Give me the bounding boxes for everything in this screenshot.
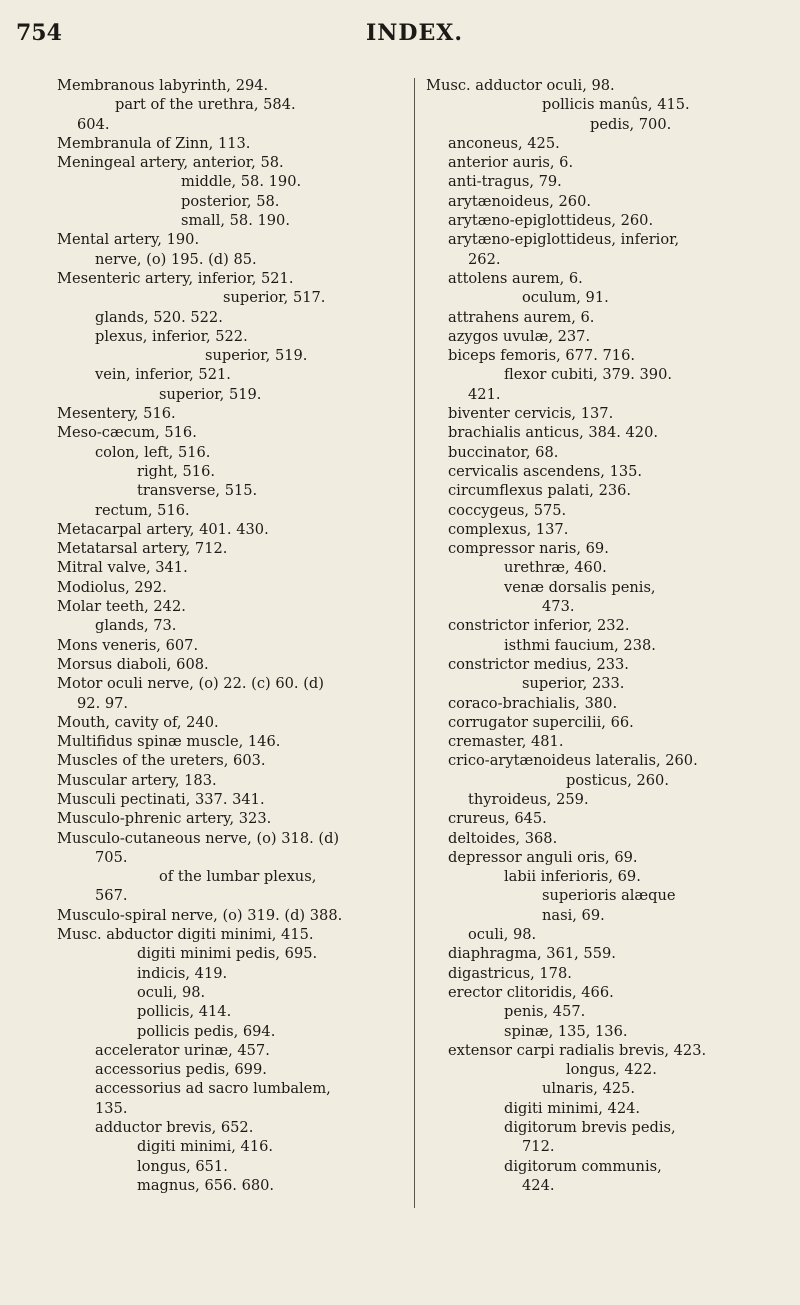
index-entry: erector clitoridis, 466. bbox=[448, 983, 614, 1001]
index-entry: Musculo-phrenic artery, 323. bbox=[57, 810, 272, 828]
index-entry: superioris alæque bbox=[542, 887, 676, 905]
index-entry: anconeus, 425. bbox=[448, 134, 560, 152]
index-entry: Mouth, cavity of, 240. bbox=[57, 713, 219, 731]
index-entry: accelerator urinæ, 457. bbox=[95, 1041, 270, 1059]
index-entry: 473. bbox=[542, 598, 575, 616]
index-entry: Morsus diaboli, 608. bbox=[57, 655, 209, 673]
index-entry: Mental artery, 190. bbox=[57, 231, 200, 249]
index-entry: complexus, 137. bbox=[448, 520, 569, 538]
index-entry: penis, 457. bbox=[504, 1003, 586, 1021]
index-entry: digiti minimi pedis, 695. bbox=[137, 945, 318, 963]
index-entry: Metacarpal artery, 401. 430. bbox=[57, 520, 269, 538]
index-entry: part of the urethra, 584. bbox=[115, 96, 296, 114]
index-entry: isthmi faucium, 238. bbox=[504, 636, 656, 654]
index-entry: 424. bbox=[522, 1176, 555, 1194]
index-entry: crico-arytænoideus lateralis, 260. bbox=[448, 752, 698, 770]
index-entry: glands, 520. 522. bbox=[95, 308, 223, 326]
index-entry: thyroideus, 259. bbox=[468, 790, 589, 808]
index-entry: vein, inferior, 521. bbox=[95, 366, 231, 384]
index-entry: oculum, 91. bbox=[522, 289, 609, 307]
index-entry: Musculo-spiral nerve, (o) 319. (d) 388. bbox=[57, 906, 343, 924]
index-entry: superior, 517. bbox=[223, 289, 326, 307]
page-header bbox=[0, 20, 800, 56]
index-entry: plexus, inferior, 522. bbox=[95, 327, 248, 345]
index-entry: depressor anguli oris, 69. bbox=[448, 848, 638, 866]
index-entry: superior, 519. bbox=[159, 385, 262, 403]
left-column bbox=[57, 76, 407, 1195]
index-entry: buccinator, 68. bbox=[448, 443, 559, 461]
index-entry: coraco-brachialis, 380. bbox=[448, 694, 618, 712]
index-entry: venæ dorsalis penis, bbox=[504, 578, 656, 596]
index-entry: Modiolus, 292. bbox=[57, 578, 167, 596]
index-entry: Metatarsal artery, 712. bbox=[57, 540, 228, 558]
index-entry: posterior, 58. bbox=[181, 192, 280, 210]
index-entry: coccygeus, 575. bbox=[448, 501, 567, 519]
index-entry: flexor cubiti, 379. 390. bbox=[504, 366, 673, 384]
index-entry: Membranula of Zinn, 113. bbox=[57, 134, 251, 152]
index-entry: digitorum brevis pedis, bbox=[504, 1119, 676, 1137]
index-entry: Musculo-cutaneous nerve, (o) 318. (d) bbox=[57, 829, 340, 847]
right-column bbox=[426, 76, 781, 1195]
index-entry: indicis, 419. bbox=[137, 964, 228, 982]
index-entry: Molar teeth, 242. bbox=[57, 598, 186, 616]
index-entry: pollicis pedis, 694. bbox=[137, 1022, 276, 1040]
index-entry: 604. bbox=[77, 115, 110, 133]
index-entry: magnus, 656. 680. bbox=[137, 1176, 275, 1194]
index-entry: attrahens aurem, 6. bbox=[448, 308, 595, 326]
index-entry: rectum, 516. bbox=[95, 501, 190, 519]
index-entry: arytænoideus, 260. bbox=[448, 192, 591, 210]
index-entry: transverse, 515. bbox=[137, 482, 258, 500]
index-entry: colon, left, 516. bbox=[95, 443, 211, 461]
index-entry: anti-tragus, 79. bbox=[448, 173, 562, 191]
index-entry: Mons veneris, 607. bbox=[57, 636, 199, 654]
index-entry: cervicalis ascendens, 135. bbox=[448, 462, 643, 480]
index-entry: longus, 651. bbox=[137, 1157, 228, 1175]
index-entry: corrugator supercilii, 66. bbox=[448, 713, 634, 731]
index-entry: Muscles of the ureters, 603. bbox=[57, 752, 266, 770]
index-entry: pedis, 700. bbox=[590, 115, 672, 133]
index-entry: superior, 233. bbox=[522, 675, 625, 693]
index-entry: pollicis manûs, 415. bbox=[542, 96, 690, 114]
index-entry: digitorum communis, bbox=[504, 1157, 662, 1175]
index-entry: accessorius pedis, 699. bbox=[95, 1061, 267, 1079]
index-entry: Meningeal artery, anterior, 58. bbox=[57, 154, 284, 172]
index-entry: superior, 519. bbox=[205, 347, 308, 365]
index-entry: ulnaris, 425. bbox=[542, 1080, 636, 1098]
index-entry: accessorius ad sacro lumbalem, bbox=[95, 1080, 331, 1098]
page-number: 754 bbox=[16, 20, 62, 46]
index-entry: anterior auris, 6. bbox=[448, 154, 574, 172]
index-entry: biceps femoris, 677. 716. bbox=[448, 347, 635, 365]
index-entry: cremaster, 481. bbox=[448, 733, 564, 751]
index-entry: Motor oculi nerve, (o) 22. (c) 60. (d) bbox=[57, 675, 324, 693]
index-entry: digastricus, 178. bbox=[448, 964, 572, 982]
index-entry: Muscular artery, 183. bbox=[57, 771, 217, 789]
index-entry: deltoides, 368. bbox=[448, 829, 558, 847]
index-entry: 135. bbox=[95, 1099, 128, 1117]
index-entry: Mesentery, 516. bbox=[57, 405, 176, 423]
index-entry: diaphragma, 361, 559. bbox=[448, 945, 616, 963]
index-entry: arytæno-epiglottideus, inferior, bbox=[448, 231, 680, 249]
running-title: INDEX. bbox=[366, 20, 463, 46]
index-entry: digiti minimi, 416. bbox=[137, 1138, 274, 1156]
index-entry: Musc. abductor digiti minimi, 415. bbox=[57, 926, 314, 944]
index-entry: nasi, 69. bbox=[542, 906, 605, 924]
index-entry: compressor naris, 69. bbox=[448, 540, 609, 558]
index-entry: glands, 73. bbox=[95, 617, 177, 635]
index-entry: Musculi pectinati, 337. 341. bbox=[57, 790, 265, 808]
index-entry: spinæ, 135, 136. bbox=[504, 1022, 628, 1040]
index-entry: middle, 58. 190. bbox=[181, 173, 302, 191]
index-entry: extensor carpi radialis brevis, 423. bbox=[448, 1041, 707, 1059]
index-entry: 421. bbox=[468, 385, 501, 403]
index-entry: digiti minimi, 424. bbox=[504, 1099, 641, 1117]
index-entry: brachialis anticus, 384. 420. bbox=[448, 424, 659, 442]
index-entry: Membranous labyrinth, 294. bbox=[57, 77, 269, 94]
index-entry: urethræ, 460. bbox=[504, 559, 607, 577]
index-entry: constrictor inferior, 232. bbox=[448, 617, 630, 635]
index-entry: arytæno-epiglottideus, 260. bbox=[448, 212, 654, 230]
index-entry: nerve, (o) 195. (d) 85. bbox=[95, 250, 257, 268]
index-entry: posticus, 260. bbox=[566, 771, 669, 789]
index-entry: 567. bbox=[95, 887, 128, 905]
index-entry: azygos uvulæ, 237. bbox=[448, 327, 591, 345]
index-entry: crureus, 645. bbox=[448, 810, 547, 828]
index-entry: 705. bbox=[95, 848, 128, 866]
index-entry: 262. bbox=[468, 250, 501, 268]
index-entry: pollicis, 414. bbox=[137, 1003, 232, 1021]
index-entry: oculi, 98. bbox=[468, 926, 537, 944]
index-entry: 712. bbox=[522, 1138, 555, 1156]
index-entry: Mesenteric artery, inferior, 521. bbox=[57, 269, 294, 287]
index-entry: oculi, 98. bbox=[137, 983, 206, 1001]
index-entry: labii inferioris, 69. bbox=[504, 868, 641, 886]
index-entry: biventer cervicis, 137. bbox=[448, 405, 614, 423]
index-entry: longus, 422. bbox=[566, 1061, 657, 1079]
index-entry: constrictor medius, 233. bbox=[448, 655, 629, 673]
index-entry: adductor brevis, 652. bbox=[95, 1119, 254, 1137]
index-entry: small, 58. 190. bbox=[181, 212, 290, 230]
index-entry: Meso-cæcum, 516. bbox=[57, 424, 197, 442]
index-entry: Mitral valve, 341. bbox=[57, 559, 188, 577]
index-entry: attolens aurem, 6. bbox=[448, 269, 583, 287]
index-entry: Multifidus spinæ muscle, 146. bbox=[57, 733, 281, 751]
index-entry: 92. 97. bbox=[77, 694, 129, 712]
index-entry: of the lumbar plexus, bbox=[159, 868, 317, 886]
index-entry: Musc. adductor oculi, 98. bbox=[426, 77, 615, 94]
index-entry: circumflexus palati, 236. bbox=[448, 482, 632, 500]
column-divider bbox=[414, 78, 415, 1208]
index-entry: right, 516. bbox=[137, 462, 216, 480]
